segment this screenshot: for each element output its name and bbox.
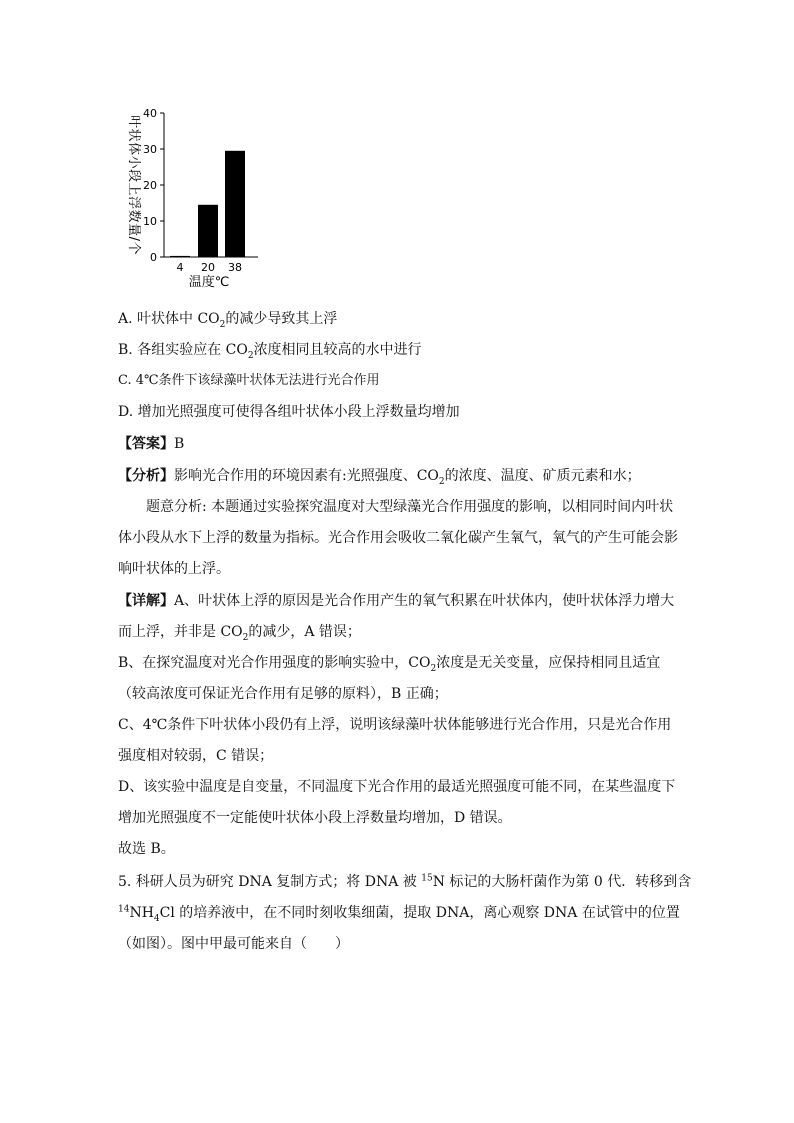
bar-chart — [118, 104, 268, 294]
option-d: D. 增加光照强度可使得各组叶状体小段上浮数量均增加 — [118, 404, 460, 420]
x-axis-label: 温度℃ — [188, 275, 230, 290]
y-axis-label: 叶状体小段上浮数量/个 — [126, 115, 141, 255]
y-tick-label: 30 — [143, 143, 157, 156]
analysis-line-1: 【分析】影响光合作用的环境因素有:光照强度、$CO_2$的浓度、温度、矿质元素和水； — [118, 468, 641, 487]
detail-line-3: B、在探究温度对光合作用强度的影响实验中，$CO_2$浓度是无关变量，应保持相同且适宜 — [118, 655, 661, 674]
answer-line — [118, 434, 184, 454]
question-5-line-1: 5. 科研人员为研究 DNA 复制方式；将 DNA 被 $^{15}$N 标记的大肠杆菌作为第 0 代．转移到含 — [118, 873, 692, 890]
answer-value: B — [174, 436, 185, 452]
detail-line-8: 增加光照强度不一定能使叶状体小段上浮数量均增加，D 错误。 — [118, 810, 512, 826]
analysis-line-4: 响叶状体的上浮。 — [118, 561, 230, 577]
bar — [225, 151, 245, 257]
x-tick-label: 38 — [228, 261, 242, 274]
y-tick-label: 10 — [143, 215, 157, 228]
x-tick-label: 20 — [201, 261, 215, 274]
bar — [198, 205, 218, 257]
detail-line-6: 强度相对较弱，C 错误； — [118, 748, 274, 764]
y-tick-label: 20 — [143, 179, 157, 192]
detail-tag: 【详解】 — [118, 593, 174, 609]
bar — [170, 256, 190, 257]
question-5-line-2: $^{14}NH_4Cl$ 的培养液中，在不同时刻收集细菌，提取 DNA，离心观察 DNA 在试管中的位置 — [118, 904, 680, 924]
option-b: B. 各组实验应在 $CO_2$浓度相同且较高的水中进行 — [118, 342, 422, 361]
detail-line-7: D、该实验中温度是自变量，不同温度下光合作用的最适光照强度可能不同，在某些温度下 — [118, 779, 676, 795]
x-tick-label: 4 — [176, 261, 184, 274]
analysis-tag: 【分析】 — [118, 468, 174, 484]
option-a: A. 叶状体中 $CO_2$的减少导致其上浮 — [118, 311, 338, 330]
question-5-line-3: （如图）。图中甲最可能来自（ ） — [118, 936, 349, 952]
y-tick-label: 40 — [143, 107, 157, 120]
option-c: C. 4℃条件下该绿藻叶状体无法进行光合作用 — [118, 373, 380, 388]
answer-tag: 【答案】 — [118, 436, 174, 452]
detail-line-9: 故选 B。 — [118, 841, 175, 857]
y-tick-label: 0 — [150, 251, 157, 264]
analysis-line-2: 题意分析: 本题通过实验探究温度对大型绿藻光合作用强度的影响，以相同时间内叶状 — [146, 499, 674, 515]
detail-line-4: （较高浓度可保证光合作用有足够的原料），B 正确； — [118, 686, 448, 702]
analysis-line-3: 体小段从水下上浮的数量为指标。光合作用会吸收二氧化碳产生氧气，氧气的产生可能会影 — [118, 530, 678, 546]
detail-line-1: 【详解】A、叶状体上浮的原因是光合作用产生的氧气积累在叶状体内，使叶状体浮力增大 — [118, 593, 675, 609]
detail-line-5: C、4℃条件下叶状体小段仍有上浮，说明该绿藻叶状体能够进行光合作用，只是光合作用 — [118, 717, 672, 733]
detail-line-2: 而上浮，并非是 $CO_2$的减少，A 错误； — [118, 624, 361, 643]
